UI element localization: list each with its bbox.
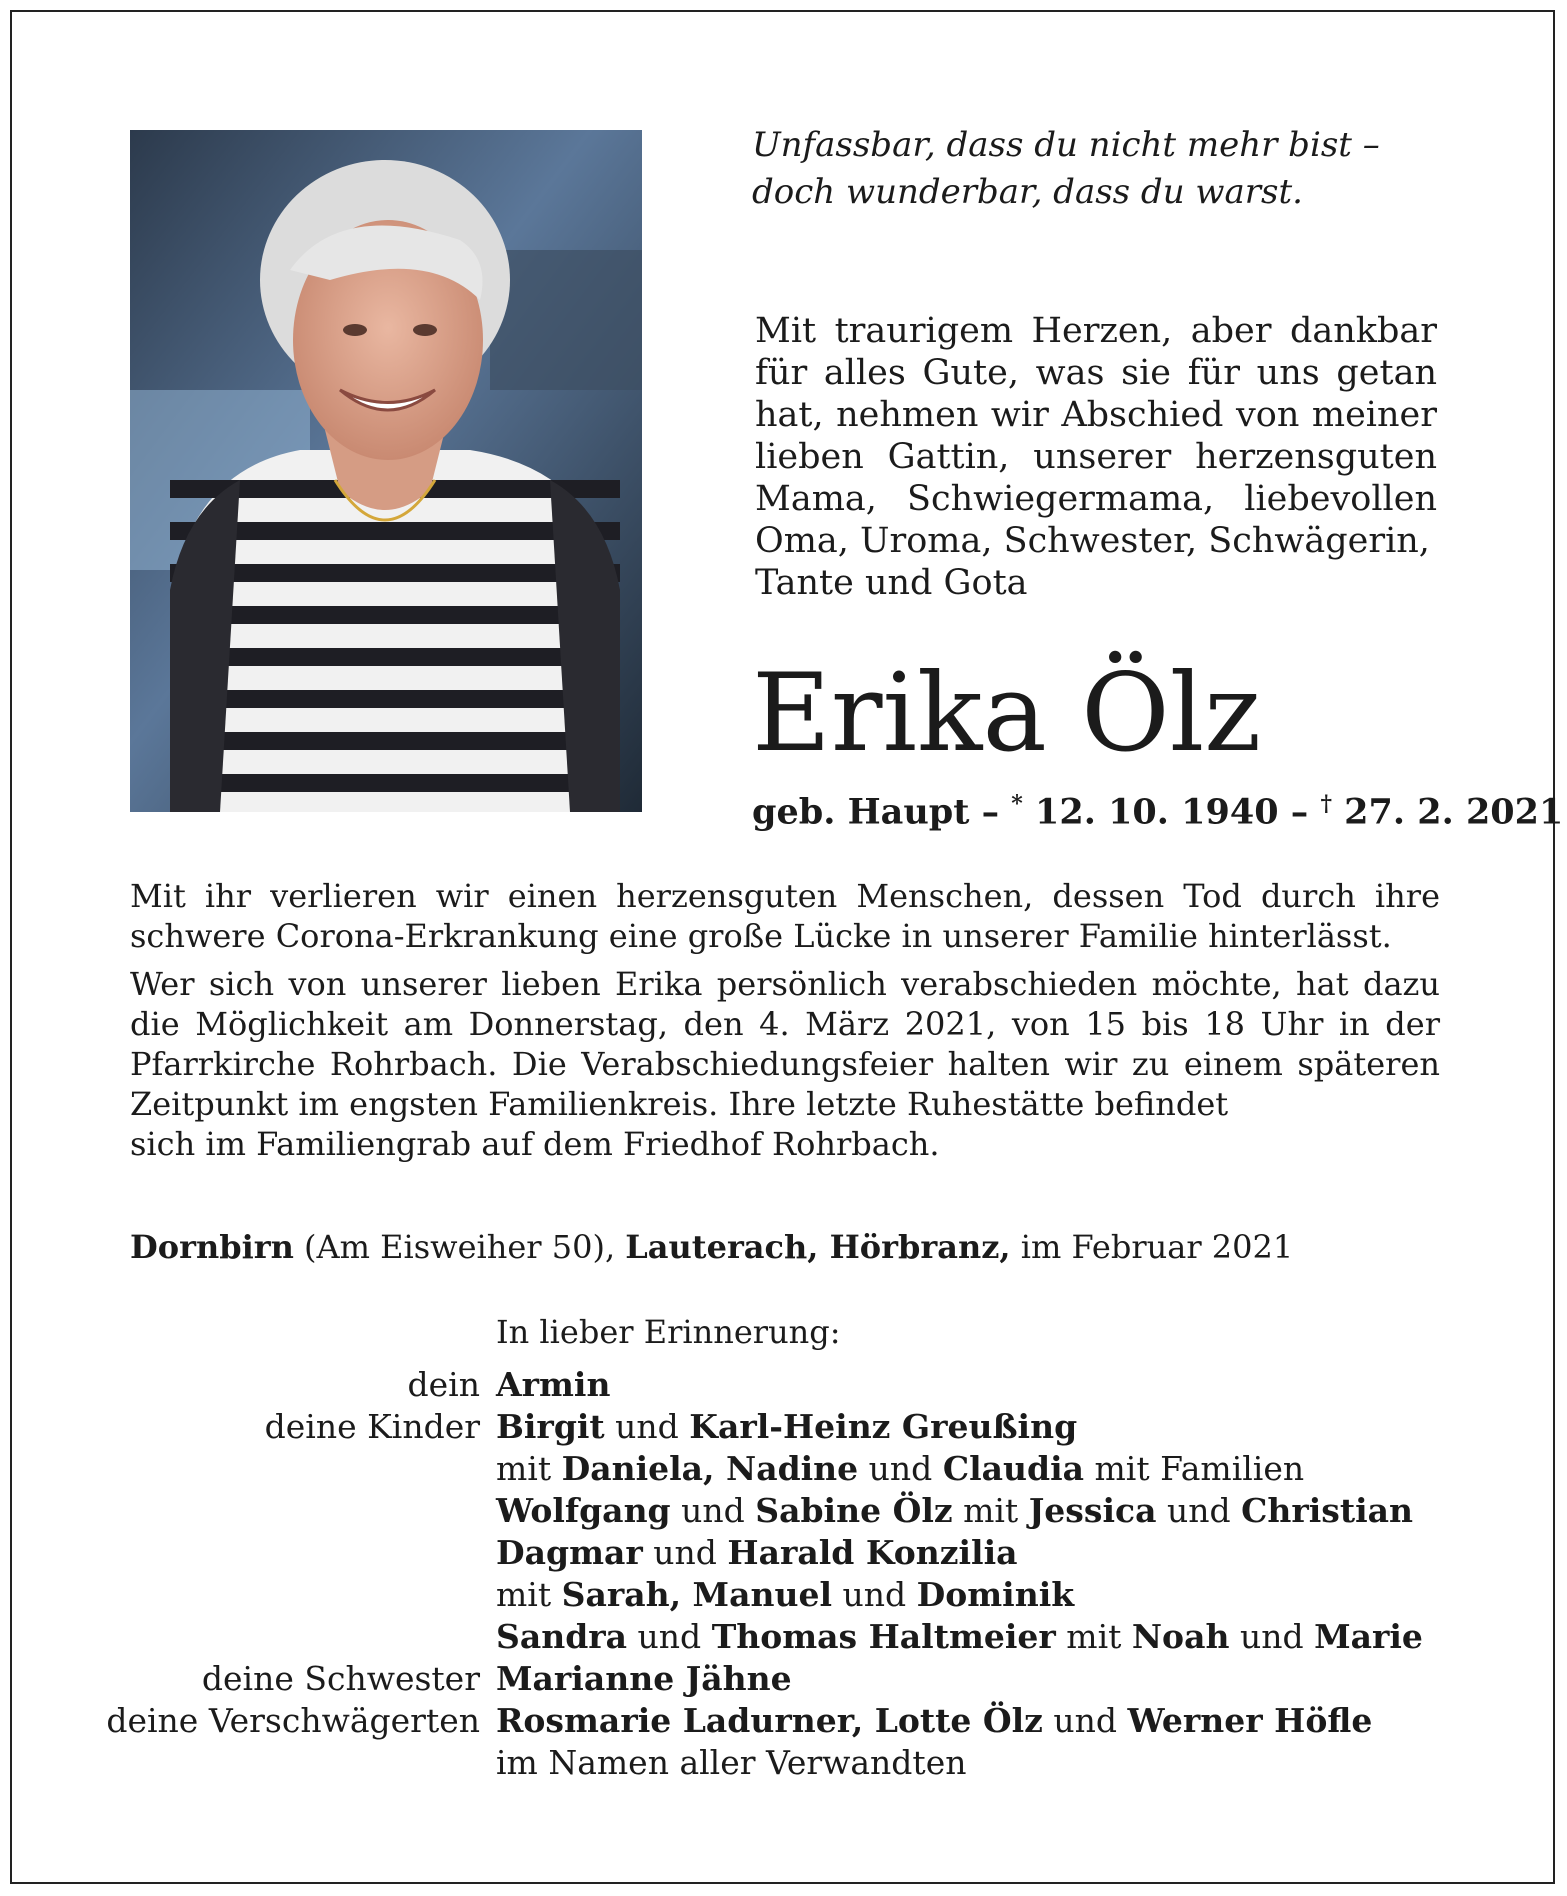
signature-label: dein <box>407 1365 480 1404</box>
portrait-photo <box>130 130 642 812</box>
signature-name: Claudia <box>942 1449 1084 1488</box>
signature-connector: mit <box>1055 1617 1132 1656</box>
signature-name: Sabine Ölz <box>755 1491 953 1530</box>
signature-name: Wolfgang <box>496 1491 671 1530</box>
other-towns: Lauterach, Hörbranz, <box>625 1228 1011 1266</box>
signature-row <box>0 1616 1567 1658</box>
signature-name: Rosmarie Ladurner, Lotte Ölz <box>496 1701 1043 1740</box>
date-line: im Februar 2021 <box>1010 1228 1294 1266</box>
signature-connector: und <box>642 1533 728 1572</box>
signature-names <box>496 1532 1018 1574</box>
signature-row <box>0 1406 1567 1448</box>
signature-name: Noah <box>1131 1617 1230 1656</box>
signature-row <box>0 1448 1567 1490</box>
signature-names <box>496 1574 1074 1616</box>
signature-name: Sarah, Manuel <box>561 1575 832 1614</box>
signature-names <box>496 1448 1304 1490</box>
signature-name: Armin <box>496 1365 611 1404</box>
signature-label: deine Verschwägerten <box>106 1701 480 1740</box>
paragraph-1: Mit ihr verlieren wir einen herzensguten Menschen, dessen Tod durch ihre schwere Corona-Erkrankung eine große Lücke in unserer Familie hinterlässt. <box>130 877 1440 955</box>
signature-row <box>0 1490 1567 1532</box>
address: (Am Eisweiher 50), <box>293 1228 626 1266</box>
signature-row <box>0 1574 1567 1616</box>
intro-last-line: Tante und Gota <box>755 563 1028 603</box>
birth-name: geb. Haupt <box>752 791 970 833</box>
place-and-date <box>130 1227 1293 1267</box>
memorial-quote <box>752 122 1380 216</box>
signature-label: deine Kinder <box>264 1407 480 1446</box>
signature-name: Marianne Jähne <box>496 1659 792 1698</box>
signature-connector: und <box>858 1449 943 1488</box>
signature-connector: und <box>1042 1701 1128 1740</box>
signature-connector: und <box>670 1491 756 1530</box>
signature-name: Sandra <box>496 1617 628 1656</box>
signature-connector: und <box>1156 1491 1242 1530</box>
signature-name: Thomas Haltmeier <box>711 1617 1056 1656</box>
life-dates: geb. Haupt – * 12. 10. 1940 – † 27. 2. 2021 <box>752 791 1564 833</box>
town-dornbirn: Dornbirn <box>130 1228 294 1266</box>
signature-name: Marie <box>1314 1617 1423 1656</box>
signature-name: Harald Konzilia <box>727 1533 1018 1572</box>
signature-name: Christian <box>1241 1491 1414 1530</box>
signature-name: Daniela, Nadine <box>561 1449 859 1488</box>
signature-name: Karl-Heinz Greußing <box>689 1407 1078 1446</box>
signature-names <box>496 1742 966 1784</box>
deceased-name: Erika Ölz <box>752 651 1262 776</box>
memory-title: In lieber Erinnerung: <box>496 1313 841 1351</box>
signature-name: Jessica <box>1028 1491 1157 1530</box>
signature-row <box>0 1532 1567 1574</box>
signature-row <box>0 1364 1567 1406</box>
signature-name: Dagmar <box>496 1533 643 1572</box>
signature-names <box>496 1490 1413 1532</box>
quote-line-1: Unfassbar, dass du nicht mehr bist – <box>752 125 1380 165</box>
signature-row <box>0 1700 1567 1742</box>
obituary-body <box>130 876 1440 1172</box>
signature-connector: mit <box>952 1491 1029 1530</box>
signature-row <box>0 1658 1567 1700</box>
birth-date: 12. 10. 1940 <box>1035 791 1279 833</box>
signature-names <box>496 1406 1077 1448</box>
signature-names <box>496 1616 1423 1658</box>
signature-names <box>496 1658 792 1700</box>
signature-connector: und <box>604 1407 690 1446</box>
birth-symbol: * <box>1011 791 1023 817</box>
signature-connector: mit Familien <box>1083 1449 1305 1488</box>
signature-row <box>0 1742 1567 1784</box>
signature-name: Dominik <box>916 1575 1075 1614</box>
death-date: 27. 2. 2021 <box>1344 791 1564 833</box>
intro-text <box>755 310 1437 604</box>
signature-connector: und <box>627 1617 712 1656</box>
intro-body: Mit traurigem Herzen, aber dankbar für alles Gute, was sie für uns getan hat, nehmen wir Abschied von meiner lieben Gattin, unserer herzensguten Mama, Schwiegermama, liebevollen Oma, Uroma, Schwester, Schwägerin, <box>755 311 1437 561</box>
death-symbol: † <box>1320 791 1332 817</box>
signature-connector: und <box>832 1575 917 1614</box>
signature-name: Birgit <box>496 1407 605 1446</box>
signature-connector: und <box>1229 1617 1315 1656</box>
signature-connector: mit <box>496 1575 562 1614</box>
signature-names <box>496 1700 1372 1742</box>
signature-connector: mit <box>496 1449 562 1488</box>
signature-list <box>0 1364 1567 1784</box>
signature-names <box>496 1364 610 1406</box>
paragraph-2: Wer sich von unserer lieben Erika persönlich verabschieden möchte, hat dazu die Möglichkeit am Donnerstag, den 4. März 2021, von 15 bis 18 Uhr in der Pfarrkirche Rohrbach. Die Verabschiedungsfeier halten wir zu einem späteren Zeitpunkt im engsten Familienkreis. Ihre letzte Ruhestätte befindet sich im Familiengrab auf dem Friedhof Rohrbach. <box>130 965 1440 1163</box>
signature-connector: im Namen aller Verwandten <box>496 1743 967 1782</box>
signature-name: Werner Höfle <box>1127 1701 1373 1740</box>
quote-line-2: doch wunderbar, dass du warst. <box>752 172 1303 212</box>
signature-label: deine Schwester <box>201 1659 480 1698</box>
